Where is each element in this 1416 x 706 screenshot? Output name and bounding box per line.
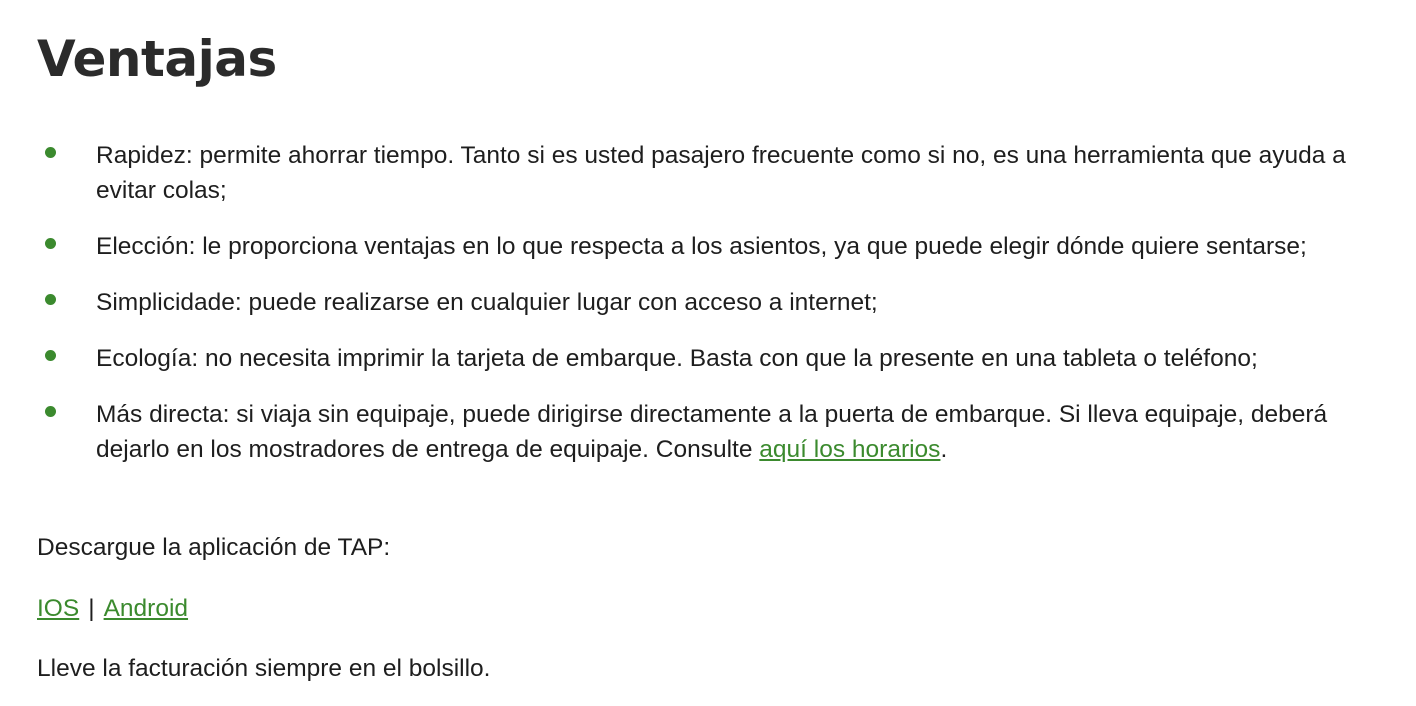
- benefit-suffix: .: [940, 436, 948, 463]
- bullet-icon: [45, 238, 56, 249]
- bullet-icon: [45, 406, 56, 417]
- link-separator: |: [88, 595, 95, 622]
- bullet-icon: [45, 294, 56, 305]
- store-links: [37, 591, 188, 626]
- benefits-list: [0, 138, 1416, 488]
- ios-link[interactable]: IOS: [37, 595, 80, 622]
- benefit-item-direct: [0, 397, 1416, 467]
- benefit-item-simplicity: [0, 285, 1416, 320]
- benefit-item-speed: [0, 138, 1416, 208]
- benefit-item-choice: [0, 229, 1416, 264]
- benefit-item-ecology: [0, 341, 1416, 376]
- benefit-text: Elección: le proporciona ventajas en lo que respecta a los asientos, ya que puede elegir dónde quiere sentarse;: [96, 233, 1307, 260]
- android-link[interactable]: Android: [103, 595, 189, 622]
- benefit-text: Rapidez: permite ahorrar tiempo. Tanto si es usted pasajero frecuente como si no, es una herramienta que ayuda a evitar colas;: [96, 142, 1346, 204]
- benefit-text: Simplicidade: puede realizarse en cualquier lugar con acceso a internet;: [96, 289, 878, 316]
- benefit-text: Más directa: si viaja sin equipaje, puede dirigirse directamente a la puerta de embarque. Si lleva equipaje, deberá dejarlo en los mostradores de entrega de equipaje. Consulte: [96, 401, 1328, 463]
- bullet-icon: [45, 147, 56, 158]
- schedules-link[interactable]: aquí los horarios: [759, 436, 941, 463]
- download-app-text: Descargue la aplicación de TAP:: [37, 534, 391, 561]
- slogan-text: Lleve la facturación siempre en el bolsillo.: [37, 655, 491, 682]
- benefit-text: Ecología: no necesita imprimir la tarjeta de embarque. Basta con que la presente en una tableta o teléfono;: [96, 345, 1258, 372]
- bullet-icon: [45, 350, 56, 361]
- page-title: Ventajas: [37, 30, 277, 88]
